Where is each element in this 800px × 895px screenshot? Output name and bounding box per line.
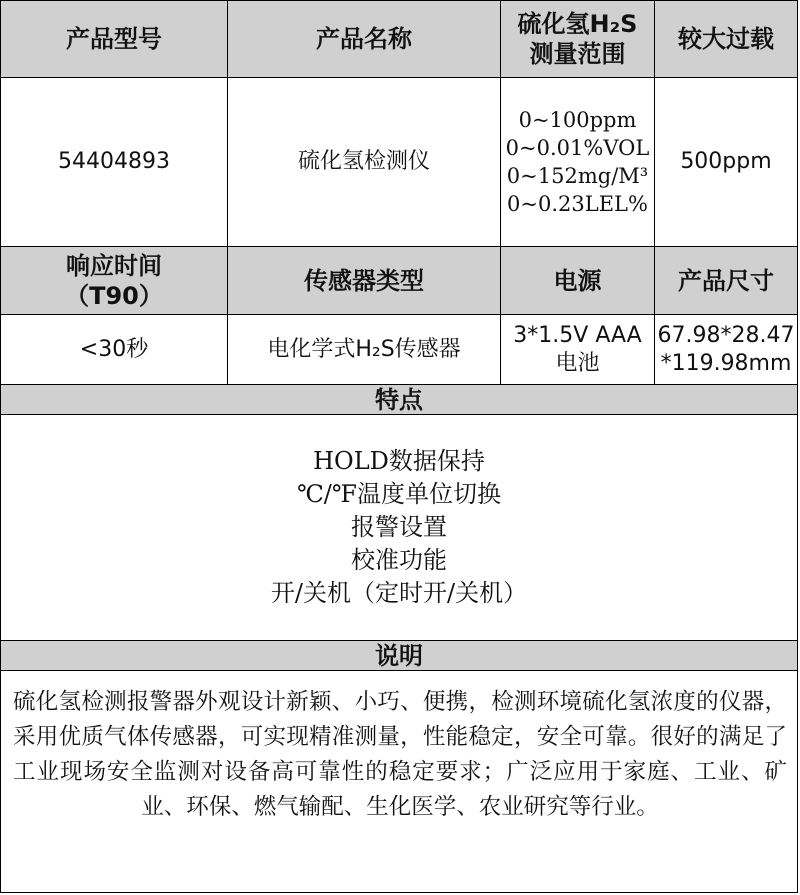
feature-item: 开/关机（定时开/关机）	[270, 579, 528, 607]
feature-item: ℃/℉温度单位切换	[296, 480, 502, 508]
header-size-label: 产品尺寸	[678, 266, 774, 295]
header-overload	[655, 1, 797, 77]
header-model	[1, 1, 228, 77]
description-text: 硫化氢检测报警器外观设计新颖、小巧、便携，检测环境硫化氢浓度的仪器，采用优质气体传感器，可实现精准测量，性能稳定，安全可靠。很好的满足了工业现场安全监测对设备高可靠性的稳定要求；广泛应用于家庭、工业、矿业、环保、燃气输配、生化医学、农业研究等行业。	[13, 689, 787, 820]
header-response-line2: （T90）	[65, 281, 163, 310]
sensor-text: 电化学式H₂S传感器	[267, 336, 461, 362]
header-model-label: 产品型号	[66, 25, 162, 53]
header-row-1	[1, 1, 797, 78]
header-power-label: 电源	[553, 266, 602, 295]
size-line2: *119.98mm	[660, 350, 792, 376]
data-row-1	[1, 78, 797, 247]
description-title-row	[1, 641, 797, 671]
header-row-2	[1, 247, 797, 315]
header-size	[655, 247, 797, 314]
model-text: 54404893	[58, 149, 170, 174]
range-ppm: 0~100ppm	[518, 108, 637, 132]
feature-item: 报警设置	[351, 513, 447, 541]
product-name-value	[228, 78, 501, 246]
overload-text: 500ppm	[680, 149, 772, 174]
header-power	[501, 247, 655, 314]
features-title-text: 特点	[375, 385, 423, 414]
features-title-row	[1, 385, 797, 415]
features-title	[1, 385, 797, 414]
sensor-value	[228, 315, 501, 384]
header-range-line2: 测量范围	[529, 40, 626, 68]
power-value	[501, 315, 655, 384]
range-vol: 0~0.01%VOL	[505, 136, 650, 160]
header-overload-label: 较大过载	[678, 25, 774, 53]
power-line2: 电池	[555, 350, 600, 376]
header-response	[1, 247, 228, 314]
range-mg: 0~152mg/M³	[506, 164, 649, 188]
description-title-text: 说明	[375, 641, 423, 670]
feature-item: 校准功能	[351, 546, 447, 574]
size-line1: 67.98*28.47	[657, 322, 795, 348]
overload-value	[655, 78, 797, 246]
feature-item: HOLD数据保持	[313, 447, 485, 475]
features-list	[1, 415, 797, 640]
header-name	[228, 1, 501, 77]
header-range-line1: 硫化氢H₂S	[517, 10, 638, 38]
header-name-label: 产品名称	[316, 25, 412, 53]
range-values	[501, 78, 655, 246]
data-row-2	[1, 315, 797, 385]
header-range	[501, 1, 655, 77]
product-name-text: 硫化氢检测仪	[297, 149, 430, 174]
header-sensor	[228, 247, 501, 314]
header-response-line1: 响应时间	[66, 251, 162, 280]
features-row	[1, 415, 797, 641]
header-sensor-label: 传感器类型	[304, 266, 424, 295]
size-value	[655, 315, 797, 384]
description-title	[1, 641, 797, 670]
model-value	[1, 78, 228, 246]
response-text: <30秒	[79, 336, 149, 362]
response-value	[1, 315, 228, 384]
power-line1: 3*1.5V AAA	[513, 322, 642, 348]
range-lel: 0~0.23LEL%	[507, 192, 648, 216]
